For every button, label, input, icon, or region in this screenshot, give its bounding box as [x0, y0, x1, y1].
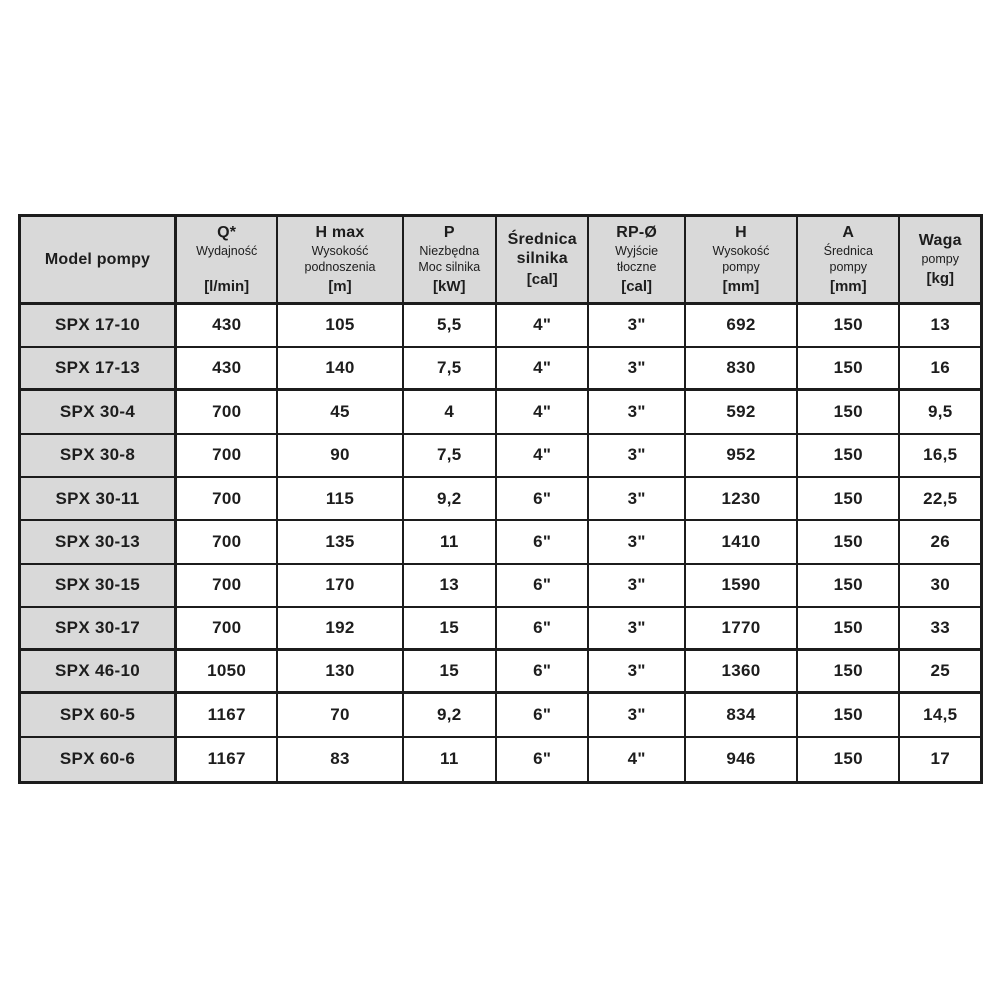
- value-cell: 4": [497, 391, 589, 434]
- value-cell: 3": [589, 305, 685, 348]
- value-cell: 5,5: [404, 305, 497, 348]
- value-cell: 105: [278, 305, 403, 348]
- model-cell: SPX 30-17: [21, 608, 177, 651]
- column-unit: [l/min]: [204, 277, 250, 295]
- value-cell: 4: [404, 391, 497, 434]
- model-cell: SPX 30-11: [21, 478, 177, 521]
- value-cell: 946: [686, 738, 798, 781]
- column-title: H: [735, 224, 747, 242]
- value-cell: 692: [686, 305, 798, 348]
- model-cell: SPX 30-13: [21, 521, 177, 564]
- column-title: H max: [315, 224, 365, 242]
- value-cell: 6": [497, 608, 589, 651]
- value-cell: 430: [177, 305, 278, 348]
- value-cell: 700: [177, 391, 278, 434]
- column-title: P: [443, 224, 455, 242]
- value-cell: 592: [686, 391, 798, 434]
- value-cell: 700: [177, 565, 278, 608]
- value-cell: 13: [404, 565, 497, 608]
- column-header-pump-height: [686, 217, 798, 305]
- value-cell: 3": [589, 391, 685, 434]
- value-cell: 6": [497, 565, 589, 608]
- value-cell: 33: [900, 608, 980, 651]
- column-subtitle: Średnica pompy: [823, 244, 873, 275]
- value-cell: 1410: [686, 521, 798, 564]
- value-cell: 6": [497, 521, 589, 564]
- value-cell: 7,5: [404, 435, 497, 478]
- column-header-weight: [900, 217, 980, 305]
- value-cell: 1770: [686, 608, 798, 651]
- column-header-p: [404, 217, 497, 305]
- value-cell: 140: [278, 348, 403, 391]
- model-cell: SPX 17-13: [21, 348, 177, 391]
- value-cell: 83: [278, 738, 403, 781]
- value-cell: 115: [278, 478, 403, 521]
- value-cell: 9,5: [900, 391, 980, 434]
- value-cell: 834: [686, 694, 798, 737]
- column-subtitle: Wysokość pompy: [712, 244, 770, 275]
- column-title: Średnica silnika: [507, 231, 577, 268]
- value-cell: 150: [798, 651, 900, 694]
- value-cell: 3": [589, 435, 685, 478]
- value-cell: 150: [798, 348, 900, 391]
- model-cell: SPX 30-4: [21, 391, 177, 434]
- value-cell: 1590: [686, 565, 798, 608]
- model-cell: SPX 46-10: [21, 651, 177, 694]
- value-cell: 150: [798, 305, 900, 348]
- value-cell: 150: [798, 565, 900, 608]
- model-cell: SPX 30-8: [21, 435, 177, 478]
- column-unit: [kg]: [926, 269, 954, 287]
- column-unit: [kW]: [433, 277, 466, 295]
- value-cell: 26: [900, 521, 980, 564]
- column-subtitle: Niezbędna Moc silnika: [418, 244, 481, 275]
- value-cell: 150: [798, 521, 900, 564]
- value-cell: 14,5: [900, 694, 980, 737]
- column-title: Q*: [217, 223, 237, 241]
- value-cell: 6": [497, 478, 589, 521]
- value-cell: 3": [589, 348, 685, 391]
- value-cell: 4": [589, 738, 685, 781]
- column-title: RP-Ø: [616, 224, 658, 242]
- column-header-motor-diameter: [497, 217, 589, 305]
- column-header-outlet: [589, 217, 685, 305]
- value-cell: 700: [177, 435, 278, 478]
- column-header-pump-diameter: [798, 217, 900, 305]
- value-cell: 150: [798, 478, 900, 521]
- value-cell: 6": [497, 651, 589, 694]
- column-subtitle: pompy: [921, 252, 959, 267]
- value-cell: 4": [497, 305, 589, 348]
- model-cell: SPX 60-5: [21, 694, 177, 737]
- value-cell: 700: [177, 478, 278, 521]
- column-title: Model pompy: [44, 250, 151, 268]
- value-cell: 15: [404, 608, 497, 651]
- value-cell: 13: [900, 305, 980, 348]
- column-header-hmax: [278, 217, 403, 305]
- column-title: A: [842, 224, 855, 242]
- value-cell: 700: [177, 521, 278, 564]
- value-cell: 4": [497, 435, 589, 478]
- column-header-q: [177, 217, 278, 305]
- value-cell: 45: [278, 391, 403, 434]
- model-cell: SPX 17-10: [21, 305, 177, 348]
- value-cell: 1167: [177, 694, 278, 737]
- model-cell: SPX 60-6: [21, 738, 177, 781]
- column-unit: [mm]: [829, 277, 867, 295]
- value-cell: 11: [404, 521, 497, 564]
- value-cell: 7,5: [404, 348, 497, 391]
- value-cell: 6": [497, 694, 589, 737]
- value-cell: 9,2: [404, 478, 497, 521]
- column-subtitle: Wysokość podnoszenia: [304, 244, 376, 275]
- value-cell: 1360: [686, 651, 798, 694]
- value-cell: 830: [686, 348, 798, 391]
- value-cell: 3": [589, 565, 685, 608]
- column-subtitle: Wyjście tłoczne: [615, 244, 659, 275]
- value-cell: 150: [798, 738, 900, 781]
- value-cell: 150: [798, 391, 900, 434]
- value-cell: 70: [278, 694, 403, 737]
- model-cell: SPX 30-15: [21, 565, 177, 608]
- value-cell: 135: [278, 521, 403, 564]
- value-cell: 15: [404, 651, 497, 694]
- column-header-model: [21, 217, 177, 305]
- value-cell: 3": [589, 608, 685, 651]
- value-cell: 3": [589, 521, 685, 564]
- pump-spec-table: [18, 214, 983, 784]
- value-cell: 22,5: [900, 478, 980, 521]
- value-cell: 170: [278, 565, 403, 608]
- column-unit: [cal]: [526, 270, 558, 288]
- value-cell: 16,5: [900, 435, 980, 478]
- column-subtitle: Wydajność: [196, 243, 258, 258]
- value-cell: 1050: [177, 651, 278, 694]
- value-cell: 11: [404, 738, 497, 781]
- column-unit: [m]: [328, 277, 352, 295]
- value-cell: 192: [278, 608, 403, 651]
- value-cell: 430: [177, 348, 278, 391]
- value-cell: 6": [497, 738, 589, 781]
- value-cell: 3": [589, 651, 685, 694]
- value-cell: 9,2: [404, 694, 497, 737]
- value-cell: 25: [900, 651, 980, 694]
- value-cell: 130: [278, 651, 403, 694]
- value-cell: 1230: [686, 478, 798, 521]
- value-cell: 17: [900, 738, 980, 781]
- value-cell: 30: [900, 565, 980, 608]
- value-cell: 150: [798, 435, 900, 478]
- value-cell: 150: [798, 608, 900, 651]
- value-cell: 3": [589, 478, 685, 521]
- value-cell: 1167: [177, 738, 278, 781]
- column-unit: [mm]: [722, 277, 760, 295]
- value-cell: 150: [798, 694, 900, 737]
- value-cell: 700: [177, 608, 278, 651]
- value-cell: 4": [497, 348, 589, 391]
- value-cell: 90: [278, 435, 403, 478]
- value-cell: 3": [589, 694, 685, 737]
- column-title: Waga: [918, 232, 962, 250]
- value-cell: 16: [900, 348, 980, 391]
- value-cell: 952: [686, 435, 798, 478]
- column-unit: [cal]: [621, 277, 653, 295]
